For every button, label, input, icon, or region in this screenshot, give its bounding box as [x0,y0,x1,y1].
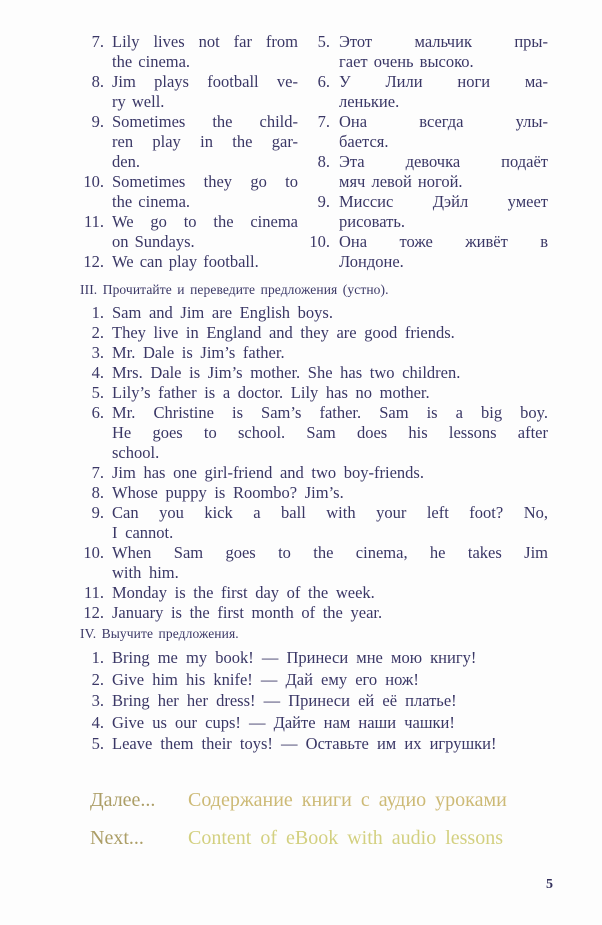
item-number: 5. [317,32,330,51]
section-iv-heading: IV. Выучите предложения. [80,626,239,641]
item-text: Эта девочка подаёт мяч левой ногой. [339,152,548,191]
item-text: We can play football. [112,252,259,271]
footer-row-en [90,827,560,850]
list-item [78,733,548,755]
next-label-ru: Далее... [90,789,156,811]
footer-row-ru [90,789,560,812]
list-item [300,112,548,152]
item-text: Lily’s father is a doctor. Lily has no mother. [112,383,430,402]
list-item [78,483,548,503]
section-iii-list [78,303,548,623]
item-number: 5. [91,734,104,753]
list-item [78,383,548,403]
item-text: У Лили ноги ма- ленькие. [339,72,548,111]
item-number: 12. [83,252,104,271]
item-number: 2. [91,669,104,689]
item-text: Mrs. Dale is Jim’s mother. She has two children. [112,363,461,382]
list-item [80,72,298,112]
item-number: 11. [83,212,104,231]
item-number: 11. [83,583,104,602]
item-number: 8. [91,483,104,502]
item-number: 4. [91,712,104,732]
list-item [80,172,298,212]
item-number: 5. [91,383,104,402]
list-item [80,32,298,72]
list-item [78,712,548,734]
list-item [78,323,548,343]
list-item [78,583,548,603]
list-item [78,303,548,323]
item-number: 8. [317,152,330,171]
list-item [78,363,548,383]
list-item [300,192,548,232]
item-number: 1. [91,648,104,667]
item-number: 7. [91,463,104,482]
item-number: 3. [91,343,104,362]
list-item [78,463,548,483]
list-item [300,72,548,112]
item-number: 7. [91,32,104,51]
item-text: Этот мальчик пры- гает очень высоко. [339,32,548,71]
item-text: Lily lives not far from the cinema. [112,32,298,71]
item-text: Sometimes they go to the cinema. [112,172,298,211]
list-item [80,112,298,172]
item-text: Mr. Christine is Sam’s father. Sam is a big boy. He goes to school. Sam does his lessons after school. [112,403,548,462]
item-text: Она всегда улы- бается. [339,112,548,151]
item-number: 6. [91,403,104,422]
list-item [300,32,548,72]
section-iii-heading: III. Прочитайте и переведите предложения (устно). [80,282,389,297]
list-item [78,603,548,623]
item-text: Bring me my book! — Принеси мне мою книгу! [112,648,477,667]
item-text: Give us our cups! — Дайте нам наши чашки! [112,712,455,732]
list-item [78,503,548,543]
item-number: 4. [91,363,104,382]
item-text: Jim plays football ve- ry well. [112,72,298,111]
item-text: Sam and Jim are English boys. [112,303,333,322]
item-text: Give him his knife! — Дай ему его нож! [112,669,419,689]
item-number: 9. [317,192,330,211]
item-text: Whose puppy is Roombo? Jim’s. [112,483,344,502]
list-item [80,212,298,252]
item-text: Она тоже живёт в Лондоне. [339,232,548,271]
item-number: 3. [91,691,104,710]
list-item [78,690,548,712]
list-item [78,403,548,463]
list-item [300,232,548,272]
page-number: 5 [546,877,553,892]
item-number: 9. [91,503,104,522]
item-number: 9. [91,112,104,131]
item-number: 1. [91,303,104,322]
item-number: 10. [83,172,104,191]
item-text: Sometimes the child- ren play in the gar- den. [112,112,298,171]
contents-link-en[interactable]: Content of eBook with audio lessons [188,827,503,849]
list-item [300,152,548,192]
item-text: Leave them their toys! — Оставьте им их игрушки! [112,734,497,753]
item-text: Can you kick a ball with your left foot? No, I cannot. [112,503,548,542]
list-item [80,252,298,272]
item-number: 7. [317,112,330,131]
item-text: We go to the cinema on Sundays. [112,212,298,251]
item-text: When Sam goes to the cinema, he takes Jim with him. [112,543,548,582]
item-number: 10. [309,232,330,251]
item-text: January is the first month of the year. [112,603,383,622]
english-sentence-column [80,32,298,272]
russian-sentence-column [300,32,548,272]
item-number: 6. [317,72,330,91]
list-item [78,543,548,583]
list-item [78,343,548,363]
item-text: Mr. Dale is Jim’s father. [112,343,285,362]
item-text: Jim has one girl-friend and two boy-friends. [112,463,424,482]
item-text: Bring her her dress! — Принеси ей её платье! [112,691,457,710]
item-number: 2. [91,323,104,342]
list-item [78,647,548,669]
next-label-en: Next... [90,827,144,849]
list-item [78,669,548,691]
item-text: Миссис Дэйл умеет рисовать. [339,192,548,231]
section-iv-list [78,647,548,755]
item-text: They live in England and they are good friends. [112,323,455,342]
item-number: 8. [91,72,104,91]
item-text: Monday is the first day of the week. [112,583,375,602]
contents-link-ru[interactable]: Содержание книги с аудио уроками [188,789,507,811]
item-number: 12. [83,603,104,622]
item-number: 10. [83,543,104,562]
